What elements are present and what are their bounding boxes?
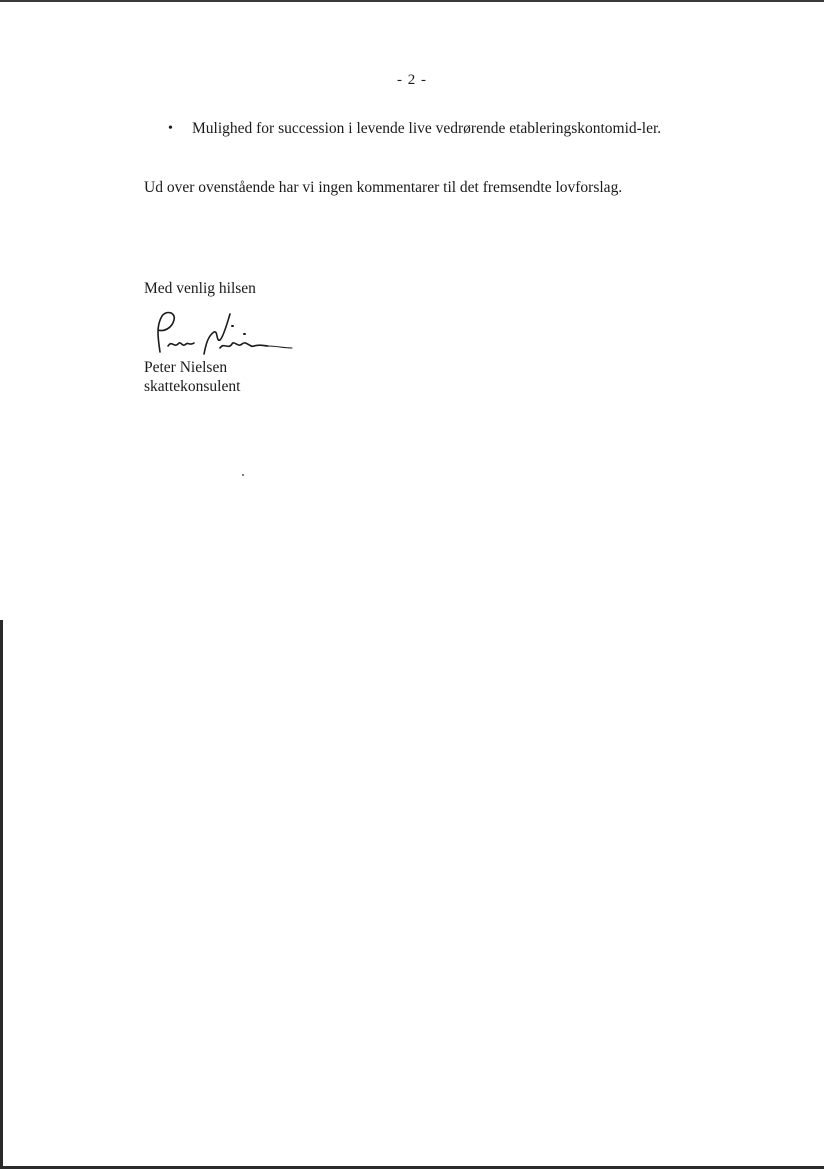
scan-speck bbox=[242, 474, 244, 476]
bullet-item bbox=[168, 118, 678, 140]
signer-name: Peter Nielsen bbox=[144, 359, 228, 376]
handwritten-signature bbox=[148, 308, 298, 358]
signer-title: skattekonsulent bbox=[144, 378, 241, 395]
bullet-text: Mulighed for succession i levende live vedrørende etableringskontomid-ler. bbox=[192, 120, 662, 137]
bullet-marker: • bbox=[168, 121, 173, 136]
scan-edge-top bbox=[0, 0, 824, 2]
scan-edge-left bbox=[0, 620, 3, 1169]
closing-salutation: Med venlig hilsen bbox=[144, 280, 256, 297]
body-paragraph: Ud over ovenstående har vi ingen kommentarer til det fremsendte lovforslag. bbox=[144, 179, 623, 196]
page-number: - 2 - bbox=[397, 72, 427, 88]
